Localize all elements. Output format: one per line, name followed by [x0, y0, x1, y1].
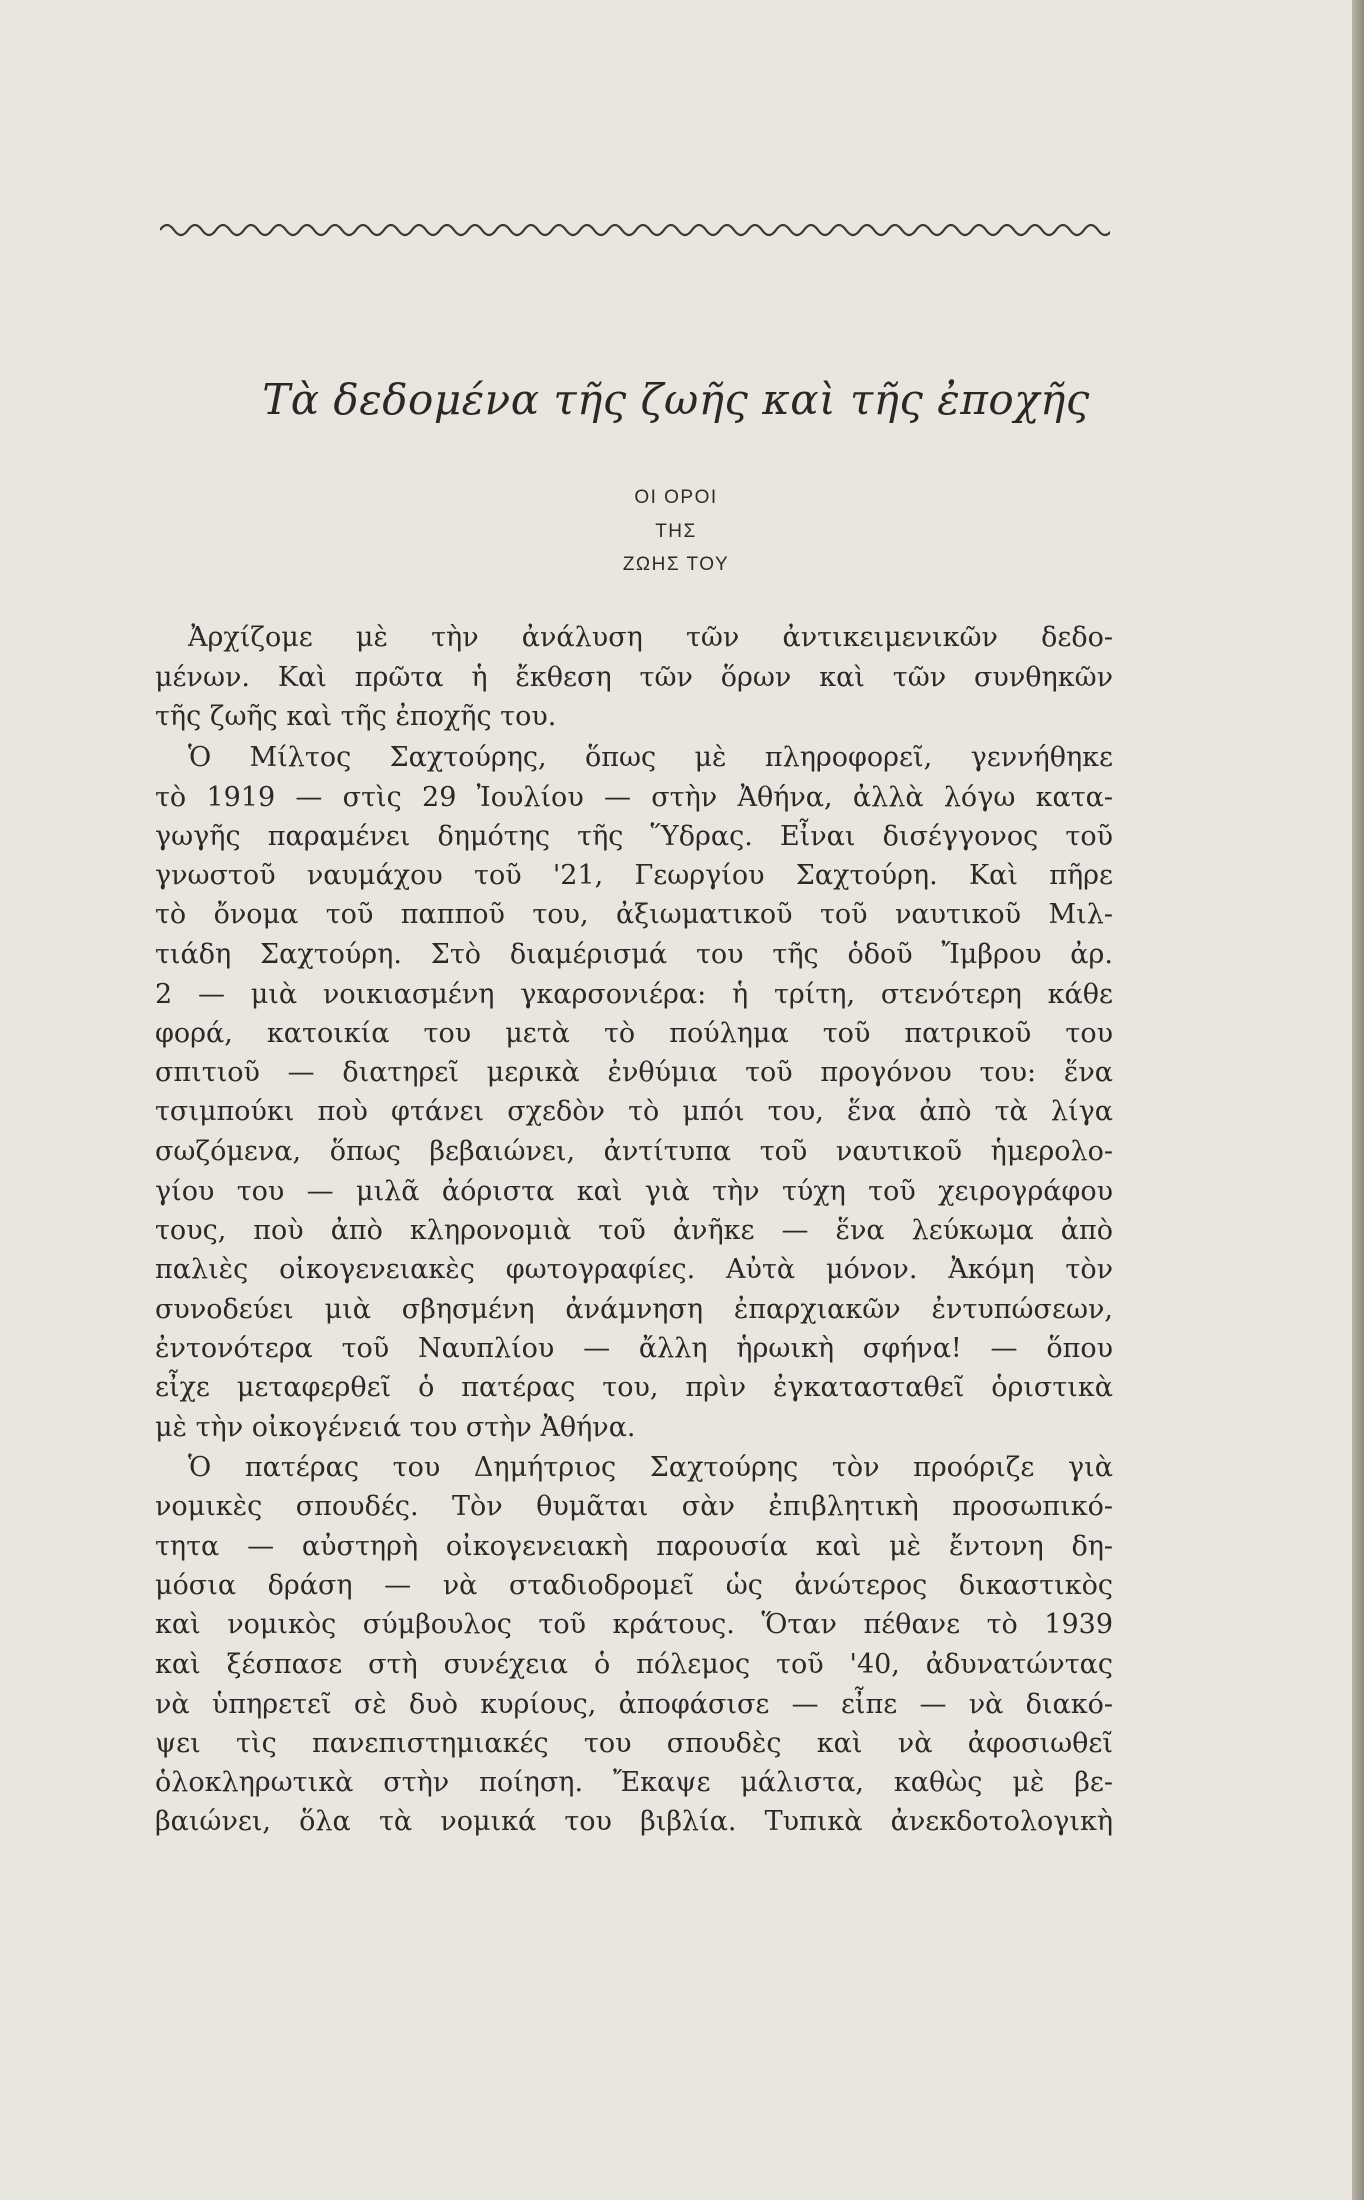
text-line: μὲ τὴν οἰκογένειά του στὴν Ἀθήνα.: [155, 1412, 636, 1443]
section-heading-line-2: ΤΗΣ: [655, 521, 697, 542]
text-line: καὶ ξέσπασε στὴ συνέχεια ὁ πόλεμος τοῦ '40, ἀδυνατώντας: [155, 1649, 1113, 1680]
text-line: ἐντονότερα τοῦ Ναυπλίου — ἄλλη ἡρωικὴ σφήνα! — ὅπου: [155, 1333, 1113, 1364]
text-line: τὸ 1919 — στὶς 29 Ἰουλίου — στὴν Ἀθήνα, ἀλλὰ λόγω κατα-: [155, 782, 1113, 813]
text-line: τσιμπούκι ποὺ φτάνει σχεδὸν τὸ μπόι του, ἕνα ἀπὸ τὰ λίγα: [155, 1096, 1113, 1127]
text-line: γωγῆς παραμένει δημότης τῆς Ὕδρας. Εἶναι δισέγγονος τοῦ: [155, 821, 1113, 852]
page-edge-shadow: [1352, 0, 1364, 2200]
text-line: παλιὲς οἰκογενειακὲς φωτογραφίες. Αὐτὰ μόνον. Ἀκόμη τὸν: [155, 1254, 1113, 1285]
wavy-ornament-rule: [160, 218, 1110, 242]
text-line: βαιώνει, ὅλα τὰ νομικά του βιβλία. Τυπικὰ ἀνεκδοτολογικὴ: [155, 1806, 1113, 1837]
text-line: σπιτιοῦ — διατηρεῖ μερικὰ ἐνθύμια τοῦ προγόνου του: ἕνα: [155, 1057, 1113, 1088]
text-line: συνοδεύει μιὰ σβησμένη ἀνάμνηση ἐπαρχιακῶν ἐντυπώσεων,: [155, 1294, 1113, 1325]
text-line: Ἀρχίζομε μὲ τὴν ἀνάλυση τῶν ἀντικειμενικῶν δεδο-: [188, 622, 1113, 653]
text-line: ψει τὶς πανεπιστημιακές του σπουδὲς καὶ νὰ ἀφοσιωθεῖ: [155, 1728, 1113, 1759]
text-line: εἶχε μεταφερθεῖ ὁ πατέρας του, πρὶν ἐγκατασταθεῖ ὁριστικὰ: [155, 1372, 1113, 1403]
text-line: Ὁ Μίλτος Σαχτούρης, ὅπως μὲ πληροφορεῖ, γεννήθηκε: [188, 742, 1113, 773]
text-line: μόσια δράση — νὰ σταδιοδρομεῖ ὡς ἀνώτερος δικαστικὸς: [155, 1570, 1113, 1601]
text-line: νομικὲς σπουδές. Τὸν θυμᾶται σὰν ἐπιβλητικὴ προσωπικό-: [155, 1491, 1113, 1522]
text-line: Ὁ πατέρας του Δημήτριος Σαχτούρης τὸν προόριζε γιὰ: [188, 1452, 1113, 1483]
text-line: τητα — αὐστηρὴ οἰκογενειακὴ παρουσία καὶ μὲ ἔντονη δη-: [155, 1531, 1113, 1562]
text-line: νὰ ὑπηρετεῖ σὲ δυὸ κυρίους, ἀποφάσισε — εἶπε — νὰ διακό-: [155, 1689, 1113, 1720]
text-line: καὶ νομικὸς σύμβουλος τοῦ κράτους. Ὅταν πέθανε τὸ 1939: [155, 1609, 1113, 1640]
text-line: σωζόμενα, ὅπως βεβαιώνει, ἀντίτυπα τοῦ ναυτικοῦ ἡμερολο-: [155, 1136, 1113, 1167]
text-line: μένων. Καὶ πρῶτα ἡ ἔκθεση τῶν ὅρων καὶ τῶν συνθηκῶν: [155, 662, 1113, 693]
text-line: τὸ ὄνομα τοῦ παπποῦ του, ἀξιωματικοῦ τοῦ ναυτικοῦ Μιλ-: [155, 899, 1113, 930]
text-line: ὁλοκληρωτικὰ στὴν ποίηση. Ἔκαψε μάλιστα, καθὼς μὲ βε-: [155, 1767, 1113, 1798]
text-line: γίου του — μιλᾶ ἀόριστα καὶ γιὰ τὴν τύχη τοῦ χειρογράφου: [155, 1176, 1113, 1207]
text-line: τιάδη Σαχτούρη. Στὸ διαμέρισμά του τῆς ὁδοῦ Ἴμβρου ἀρ.: [155, 939, 1113, 970]
text-line: τῆς ζωῆς καὶ τῆς ἐποχῆς του.: [155, 701, 557, 732]
text-line: 2 — μιὰ νοικιασμένη γκαρσονιέρα: ἡ τρίτη, στενότερη κάθε: [155, 979, 1113, 1010]
section-heading-line-3: ΖΩΗΣ ΤΟΥ: [622, 554, 730, 575]
text-line: γνωστοῦ ναυμάχου τοῦ '21, Γεωργίου Σαχτούρη. Καὶ πῆρε: [155, 860, 1113, 891]
text-line: τους, ποὺ ἀπὸ κληρονομιὰ τοῦ ἀνῆκε — ἕνα λεύκωμα ἀπὸ: [155, 1215, 1113, 1246]
text-line: φορά, κατοικία του μετὰ τὸ πούλημα τοῦ πατρικοῦ του: [155, 1018, 1113, 1049]
chapter-title: Τὰ δεδομένα τῆς ζωῆς καὶ τῆς ἐποχῆς: [262, 375, 1090, 424]
section-heading-line-1: ΟΙ ΟΡΟΙ: [634, 487, 718, 508]
